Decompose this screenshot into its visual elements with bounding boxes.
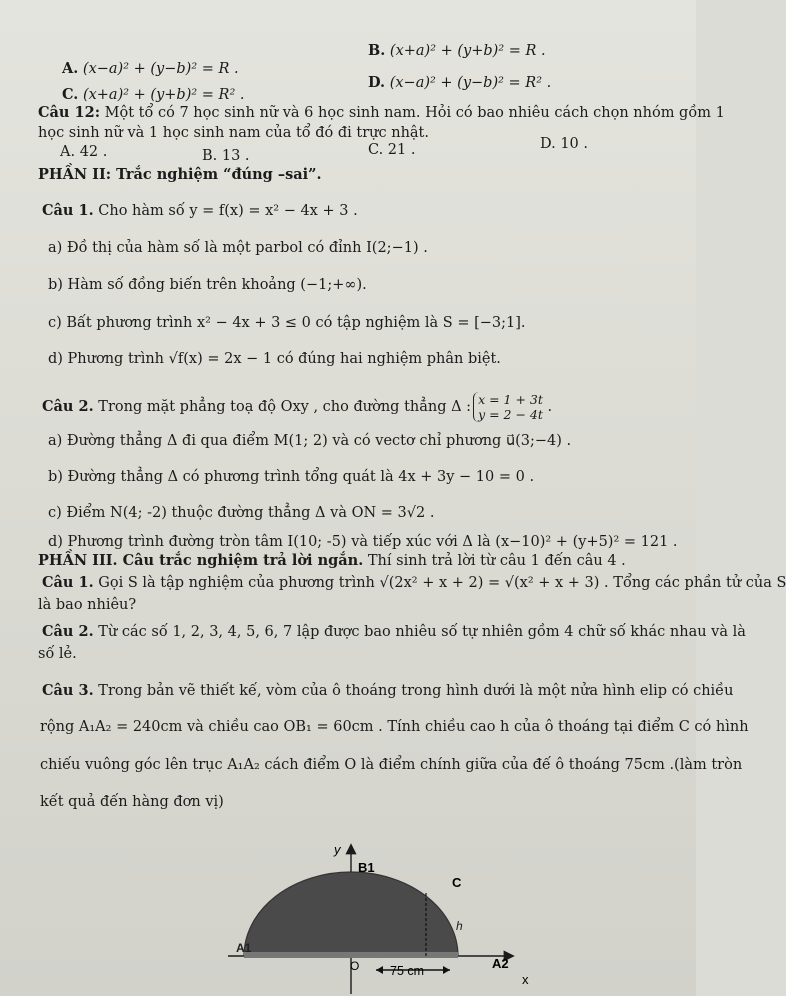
option-a-text: (x−a)² + (y−b)² = R . xyxy=(82,61,239,77)
p3-q3-text-1: Trong bản vẽ thiết kế, vòm của ô thoáng trong hình dưới là một nửa hình elip có chiều xyxy=(98,683,734,699)
half-ellipse-figure xyxy=(200,844,560,996)
option-a-label: A. xyxy=(62,60,79,77)
option-b-label: B. xyxy=(368,42,386,59)
p2-q2-statement-c: c) Điểm N(4; -2) thuộc đường thẳng Δ và ON = 3√2 . xyxy=(48,505,435,521)
a1-label: A1 xyxy=(236,941,252,955)
p3-q1-text-1: Gọi S là tập nghiệm của phương trình √(2x² + x + 2) = √(x² + x + 3) . Tổng các phần tử của S xyxy=(98,575,786,591)
p3-q1-line1 xyxy=(42,574,786,592)
p2-q1-title: Câu 1. xyxy=(42,202,94,219)
dimension-arrow-left-icon xyxy=(376,966,383,974)
x-label: x xyxy=(522,972,529,987)
h-label: h xyxy=(456,919,463,933)
a2-label: A2 xyxy=(492,956,509,971)
p2-q1-statement-b: b) Hàm số đồng biến trên khoảng (−1;+∞). xyxy=(48,277,367,293)
p2-q2-title: Câu 2. xyxy=(42,398,94,415)
option-c-label: C. xyxy=(62,86,79,103)
p2-q2-stem-line: Câu 2. Trong mặt phẳng toạ độ Oxy , cho đường thẳng Δ : x = 1 + 3t y = 2 − 4t . xyxy=(42,392,553,422)
option-d-text: (x−a)² + (y−b)² = R² . xyxy=(389,75,552,91)
p3-q3-text-2: rộng A₁A₂ = 240cm và chiều cao OB₁ = 60cm . Tính chiều cao h của ô thoáng tại điểm C có hình xyxy=(40,719,749,735)
p2-q1-statement-c: c) Bất phương trình x² − 4x + 3 ≤ 0 có tập nghiệm là S = [−3;1]. xyxy=(48,315,526,331)
o-label: O xyxy=(350,959,360,973)
q12-answer-a: A. 42 . xyxy=(60,144,108,160)
p3-q3-text-3: chiếu vuông góc lên trục A₁A₂ cách điểm O là điểm chính giữa của đế ô thoáng 75cm .(làm tròn xyxy=(40,757,743,773)
option-d-label: D. xyxy=(368,74,386,91)
q12-text-2: học sinh nữ và 1 học sinh nam của tổ đó đi trực nhật. xyxy=(38,125,429,141)
dimension-label: 75 cm xyxy=(390,964,425,978)
option-c xyxy=(62,86,245,104)
c-label: C xyxy=(452,875,462,890)
p3-q3-title: Câu 3. xyxy=(42,682,94,699)
p3-q3-line1 xyxy=(42,682,733,700)
q12-answer-b: B. 13 . xyxy=(202,148,250,164)
q12-answer-c: C. 21 . xyxy=(368,142,416,158)
q12-line1 xyxy=(38,104,725,122)
p3-q3-text-4: kết quả đến hàng đơn vị) xyxy=(40,794,224,810)
system-line-1: x = 1 + 3t xyxy=(478,392,543,407)
q12-text-1: Một tổ có 7 học sinh nữ và 6 học sinh nam. Hỏi có bao nhiêu cách chọn nhóm gồm 1 xyxy=(104,105,725,121)
p2-q1-stem: Cho hàm số y = f(x) = x² − 4x + 3 . xyxy=(98,203,358,219)
dimension-arrow-right-icon xyxy=(443,966,450,974)
p3-q2-text-2: số lẻ. xyxy=(38,646,77,662)
p2-q2-statement-a: a) Đường thẳng Δ đi qua điểm M(1; 2) và có vectơ chỉ phương u⃗(3;−4) . xyxy=(48,433,572,449)
p3-q1-text-2: là bao nhiêu? xyxy=(38,597,137,613)
part2-heading: PHẦN II: Trắc nghiệm “đúng –sai”. xyxy=(38,166,322,183)
option-d xyxy=(368,74,551,92)
p3-q1-title: Câu 1. xyxy=(42,574,94,591)
option-a xyxy=(62,60,239,78)
option-b xyxy=(368,42,546,60)
part3-heading-line xyxy=(38,552,626,570)
part3-heading: PHẦN III. Câu trắc nghiệm trả lời ngắn. xyxy=(38,552,364,569)
p2-q1-statement-a: a) Đồ thị của hàm số là một parbol có đỉnh I(2;−1) . xyxy=(48,240,428,256)
y-label: y xyxy=(334,842,341,857)
option-c-text: (x+a)² + (y+b)² = R² . xyxy=(82,87,245,103)
option-b-text: (x+a)² + (y+b)² = R . xyxy=(389,43,546,59)
p3-q2-title: Câu 2. xyxy=(42,623,94,640)
p3-q2-line1 xyxy=(42,623,746,641)
p2-q2-stem: Trong mặt phẳng toạ độ Oxy , cho đường thẳng Δ : xyxy=(98,399,472,415)
parametric-system xyxy=(473,392,543,422)
system-line-2: y = 2 − 4t xyxy=(478,407,543,422)
p2-q2-statement-b: b) Đường thẳng Δ có phương trình tổng quát là 4x + 3y − 10 = 0 . xyxy=(48,469,535,485)
p2-q2-statement-d: d) Phương trình đường tròn tâm I(10; -5) và tiếp xúc với Δ là (x−10)² + (y+5)² = 121 . xyxy=(48,534,678,550)
q12-answer-d: D. 10 . xyxy=(540,136,588,152)
b1-label: B1 xyxy=(358,860,375,875)
p3-q2-text-1: Từ các số 1, 2, 3, 4, 5, 6, 7 lập được bao nhiêu số tự nhiên gồm 4 chữ số khác nhau và là xyxy=(98,624,746,640)
p2-q1-stem-line xyxy=(42,202,358,220)
part3-heading-rest: Thí sinh trả lời từ câu 1 đến câu 4 . xyxy=(363,553,626,569)
p2-q1-statement-d: d) Phương trình √f(x) = 2x − 1 có đúng hai nghiệm phân biệt. xyxy=(48,351,501,367)
q12-title: Câu 12: xyxy=(38,104,101,121)
